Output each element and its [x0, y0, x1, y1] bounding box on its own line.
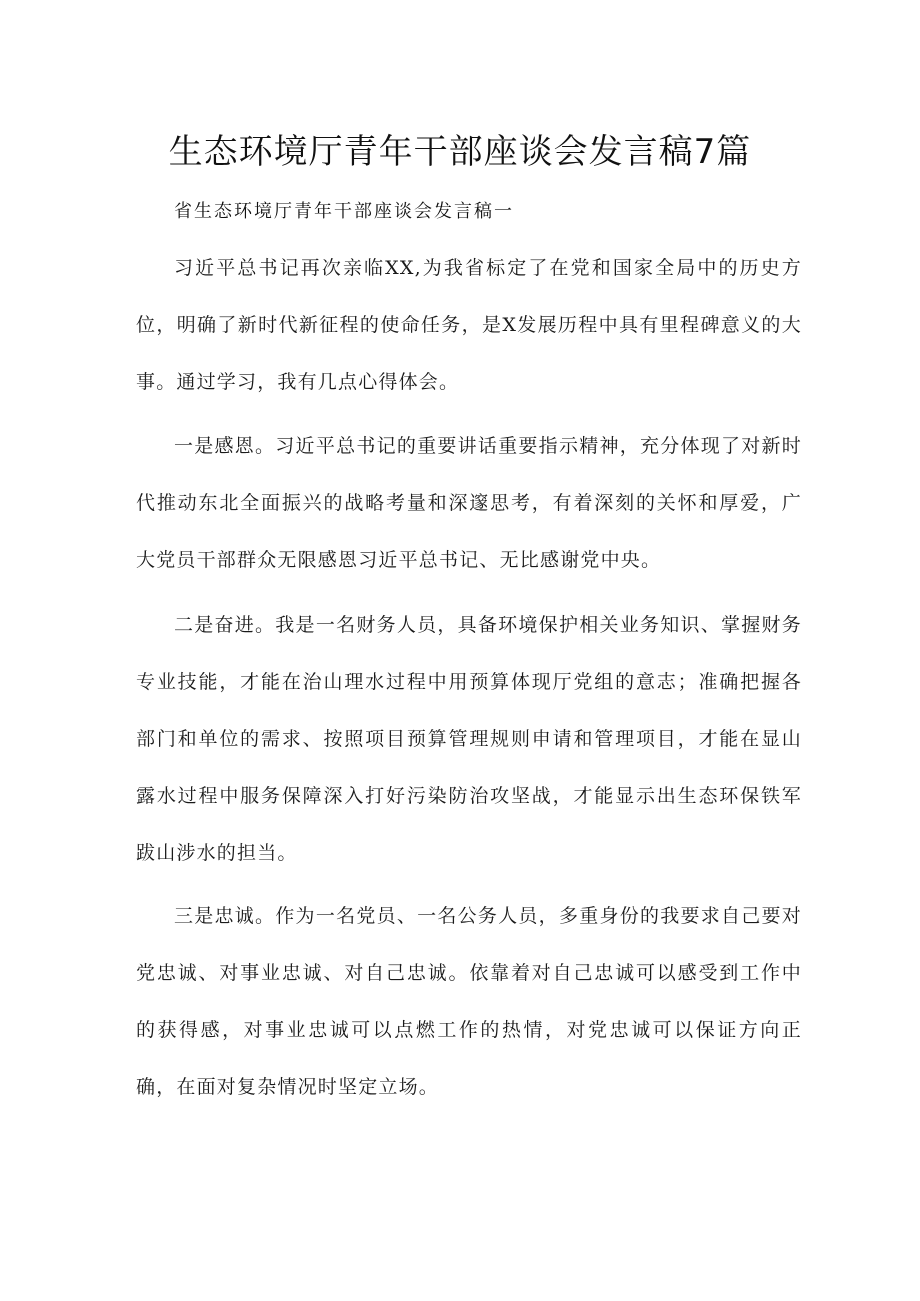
section-heading: 省生态环境厅青年干部座谈会发言稿一	[174, 201, 514, 222]
paragraph-gratitude: 一是感恩。习近平总书记的重要讲话重要指示精神，充分体现了对新时代推动东北全面振兴的战略考量和深邃思考，有着深刻的关怀和厚爱，广大党员干部群众无限感恩习近平总书记、无比感谢党中央。	[136, 435, 802, 571]
paragraph-striving: 二是奋进。我是一名财务人员，具备环境保护相关业务知识、掌握财务专业技能，才能在治山理水过程中用预算体现厅党组的意志；准确把握各部门和单位的需求、按照项目预算管理规则申请和管理项目，才能在显山露水过程中服务保障深入打好污染防治攻坚战，才能显示出生态环保铁军跋山涉水的担当。	[136, 614, 802, 864]
document-title: 生态环境厅青年干部座谈会发言稿7篇	[168, 132, 752, 172]
paragraph-intro: 习近平总书记再次亲临XX,为我省标定了在党和国家全局中的历史方位，明确了新时代新征程的使命任务，是X发展历程中具有里程碑意义的大事。通过学习，我有几点心得体会。	[136, 257, 802, 393]
paragraph-loyalty: 三是忠诚。作为一名党员、一名公务人员，多重身份的我要求自己要对党忠诚、对事业忠诚、对自己忠诚。依靠着对自己忠诚可以感受到工作中的获得感，对事业忠诚可以点燃工作的热情，对党忠诚可以保证方向正确，在面对复杂情况时坚定立场。	[136, 905, 802, 1098]
